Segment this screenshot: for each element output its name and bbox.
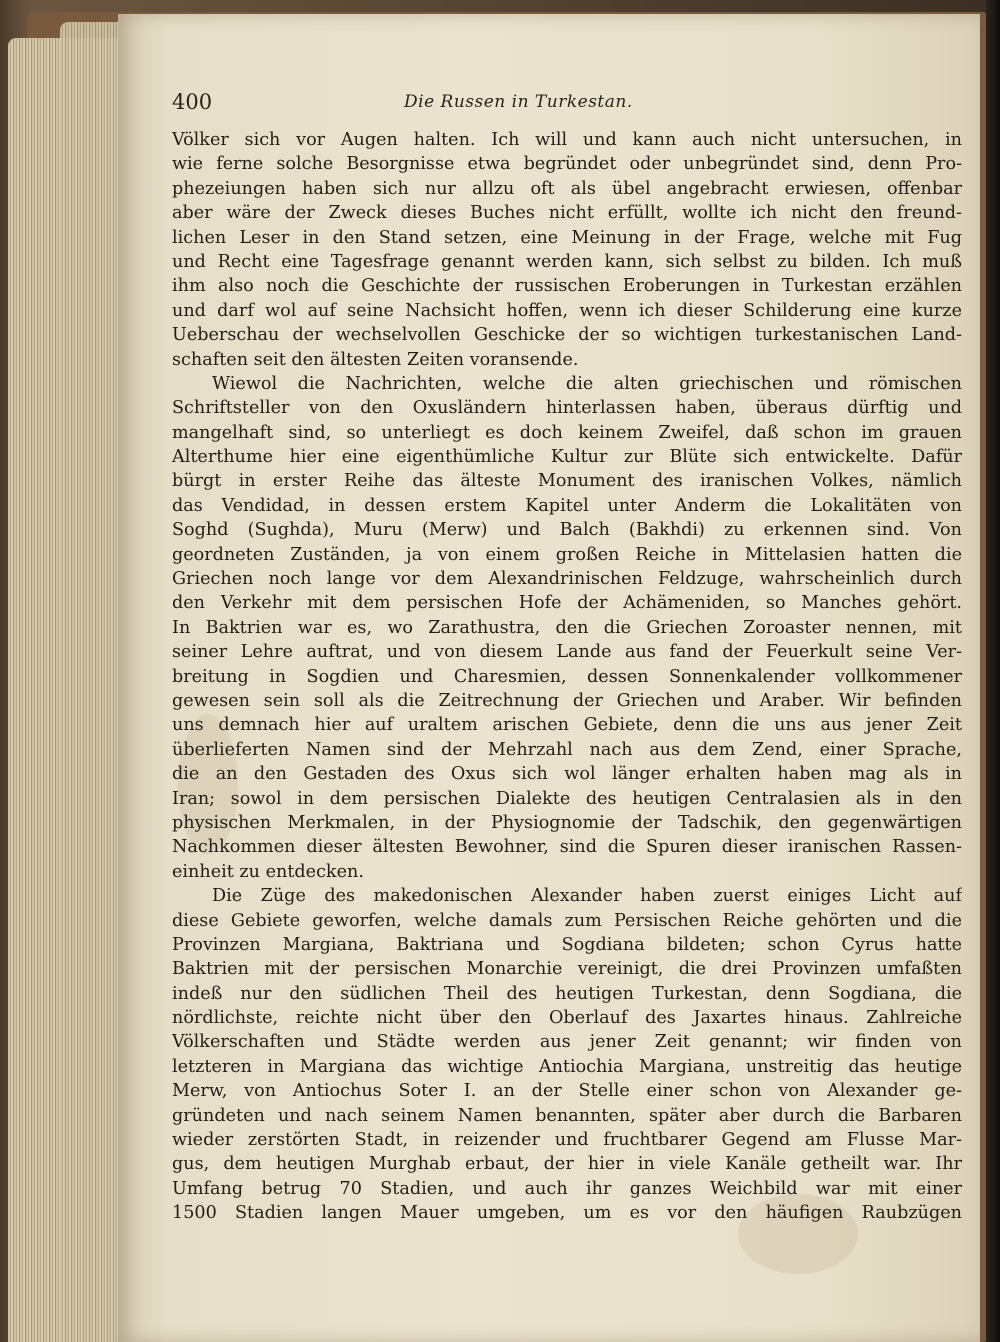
text-line: überlieferten Namen sind der Mehrzahl nach aus dem Zend, einer Sprache, [172,739,962,760]
text-line: und darf wol auf seine Nachsicht hoffen, wenn ich dieser Schilderung eine kurze [172,300,962,321]
text-line: Soghd (Sughda), Muru (Merw) und Balch (Bakhdi) zu erkennen sind. Von [172,520,962,541]
text-line: bürgt in erster Reihe das älteste Monument des iranischen Volkes, nämlich [172,471,962,492]
table-edge [986,0,1000,1342]
text-line: indeß nur den südlichen Theil des heutigen Turkestan, denn Sogdiana, die [172,983,962,1004]
text-line: und Recht eine Tagesfrage genannt werden kann, sich selbst zu bilden. Ich muß [172,251,962,272]
text-line: gründeten und nach seinem Namen benannten, später aber durch die Barbaren [172,1105,962,1126]
text-line: gus, dem heutigen Murghab erbaut, der hier in viele Kanäle getheilt war. Ihr [172,1154,962,1175]
text-line: einheit zu entdecken. [172,861,364,882]
text-line: gewesen sein soll als die Zeitrechnung der Griechen und Araber. Wir befinden [172,690,962,711]
text-line: Baktrien mit der persischen Monarchie vereinigt, die drei Provinzen umfaßten [172,959,962,980]
text-line: Die Züge des makedonischen Alexander haben zuerst einiges Licht auf [212,886,962,907]
text-line: die an den Gestaden des Oxus sich wol länger erhalten haben mag als in [172,764,962,785]
text-line: letzteren in Margiana das wichtige Antiochia Margiana, unstreitig das heutige [172,1056,962,1077]
page-header [172,90,772,120]
text-line: Griechen noch lange vor dem Alexandrinischen Feldzuge, wahrscheinlich durch [172,569,962,590]
text-line: Provinzen Margiana, Baktriana und Sogdiana bildeten; schon Cyrus hatte [172,934,962,955]
text-line: wie ferne solche Besorgnisse etwa begründet oder unbegründet sind, denn Pro- [172,154,962,175]
text-line: Völkerschaften und Städte werden aus jener Zeit genannt; wir finden von [172,1032,962,1053]
text-line: Wiewol die Nachrichten, welche die alten griechischen und römischen [212,373,962,394]
text-line: Schriftsteller von den Oxusländern hinterlassen haben, überaus dürftig und [172,398,962,419]
text-line: phezeiungen haben sich nur allzu oft als übel angebracht erwiesen, offenbar [172,178,962,199]
text-line: physischen Merkmalen, in der Physiognomie der Tadschik, den gegenwärtigen [172,812,962,833]
text-line: Umfang betrug 70 Stadien, und auch ihr ganzes Weichbild war mit einer [172,1178,962,1199]
running-head: Die Russen in Turkestan. [404,92,633,112]
text-line: Nachkommen dieser ältesten Bewohner, sind die Spuren dieser iranischen Rassen- [172,837,962,858]
text-line: ihm also noch die Geschichte der russischen Eroberungen in Turkestan erzählen [172,276,962,297]
text-line: 1500 Stadien langen Mauer umgeben, um es vor den häufigen Raubzügen [172,1203,962,1224]
text-line: uns demnach hier auf uraltem arischen Gebiete, denn die uns aus jener Zeit [172,715,962,736]
page-number: 400 [172,90,213,114]
text-line: aber wäre der Zweck dieses Buches nicht erfüllt, wollte ich nicht den freund- [172,203,962,224]
text-line: lichen Leser in den Stand setzen, eine Meinung in der Frage, welche mit Fug [172,227,962,248]
text-line: In Baktrien war es, wo Zarathustra, den die Griechen Zoroaster nennen, mit [172,617,962,638]
text-line: Merw, von Antiochus Soter I. an der Stelle einer schon von Alexander ge- [172,1081,962,1102]
text-line: nördlichste, reichte nicht über den Oberlauf des Jaxartes hinaus. Zahlreiche [172,1008,962,1029]
text-line: wieder zerstörten Stadt, in reizender und fruchtbarer Gegend am Flusse Mar- [172,1130,962,1151]
text-line: Völker sich vor Augen halten. Ich will und kann auch nicht untersuchen, in [172,130,962,150]
text-line: Iran; sowol in dem persischen Dialekte des heutigen Centralasien als in den [172,788,962,809]
text-line: Ueberschau der wechselvollen Geschicke der so wichtigen turkestanischen Land- [172,325,962,346]
text-line: das Vendidad, in dessen erstem Kapitel unter Anderm die Lokalitäten von [172,495,962,516]
body-text [172,128,962,1226]
text-line: schaften seit den ältesten Zeiten voransende. [172,349,579,370]
text-line: diese Gebiete geworfen, welche damals zum Persischen Reiche gehörten und die [172,910,962,931]
text-line: den Verkehr mit dem persischen Hofe der Achämeniden, so Manches gehört. [172,593,962,614]
text-line: geordneten Zuständen, ja von einem großen Reiche in Mittelasien hatten die [172,544,962,565]
text-line: seiner Lehre auftrat, und von diesem Lande aus fand der Feuerkult seine Ver- [172,642,962,663]
text-line: mangelhaft sind, so unterliegt es doch keinem Zweifel, daß schon im grauen [172,422,962,443]
text-line: Alterthume hier eine eigenthümliche Kultur zur Blüte sich entwickelte. Dafür [172,447,962,468]
text-line: breitung in Sogdien und Charesmien, dessen Sonnenkalender vollkommener [172,666,962,687]
